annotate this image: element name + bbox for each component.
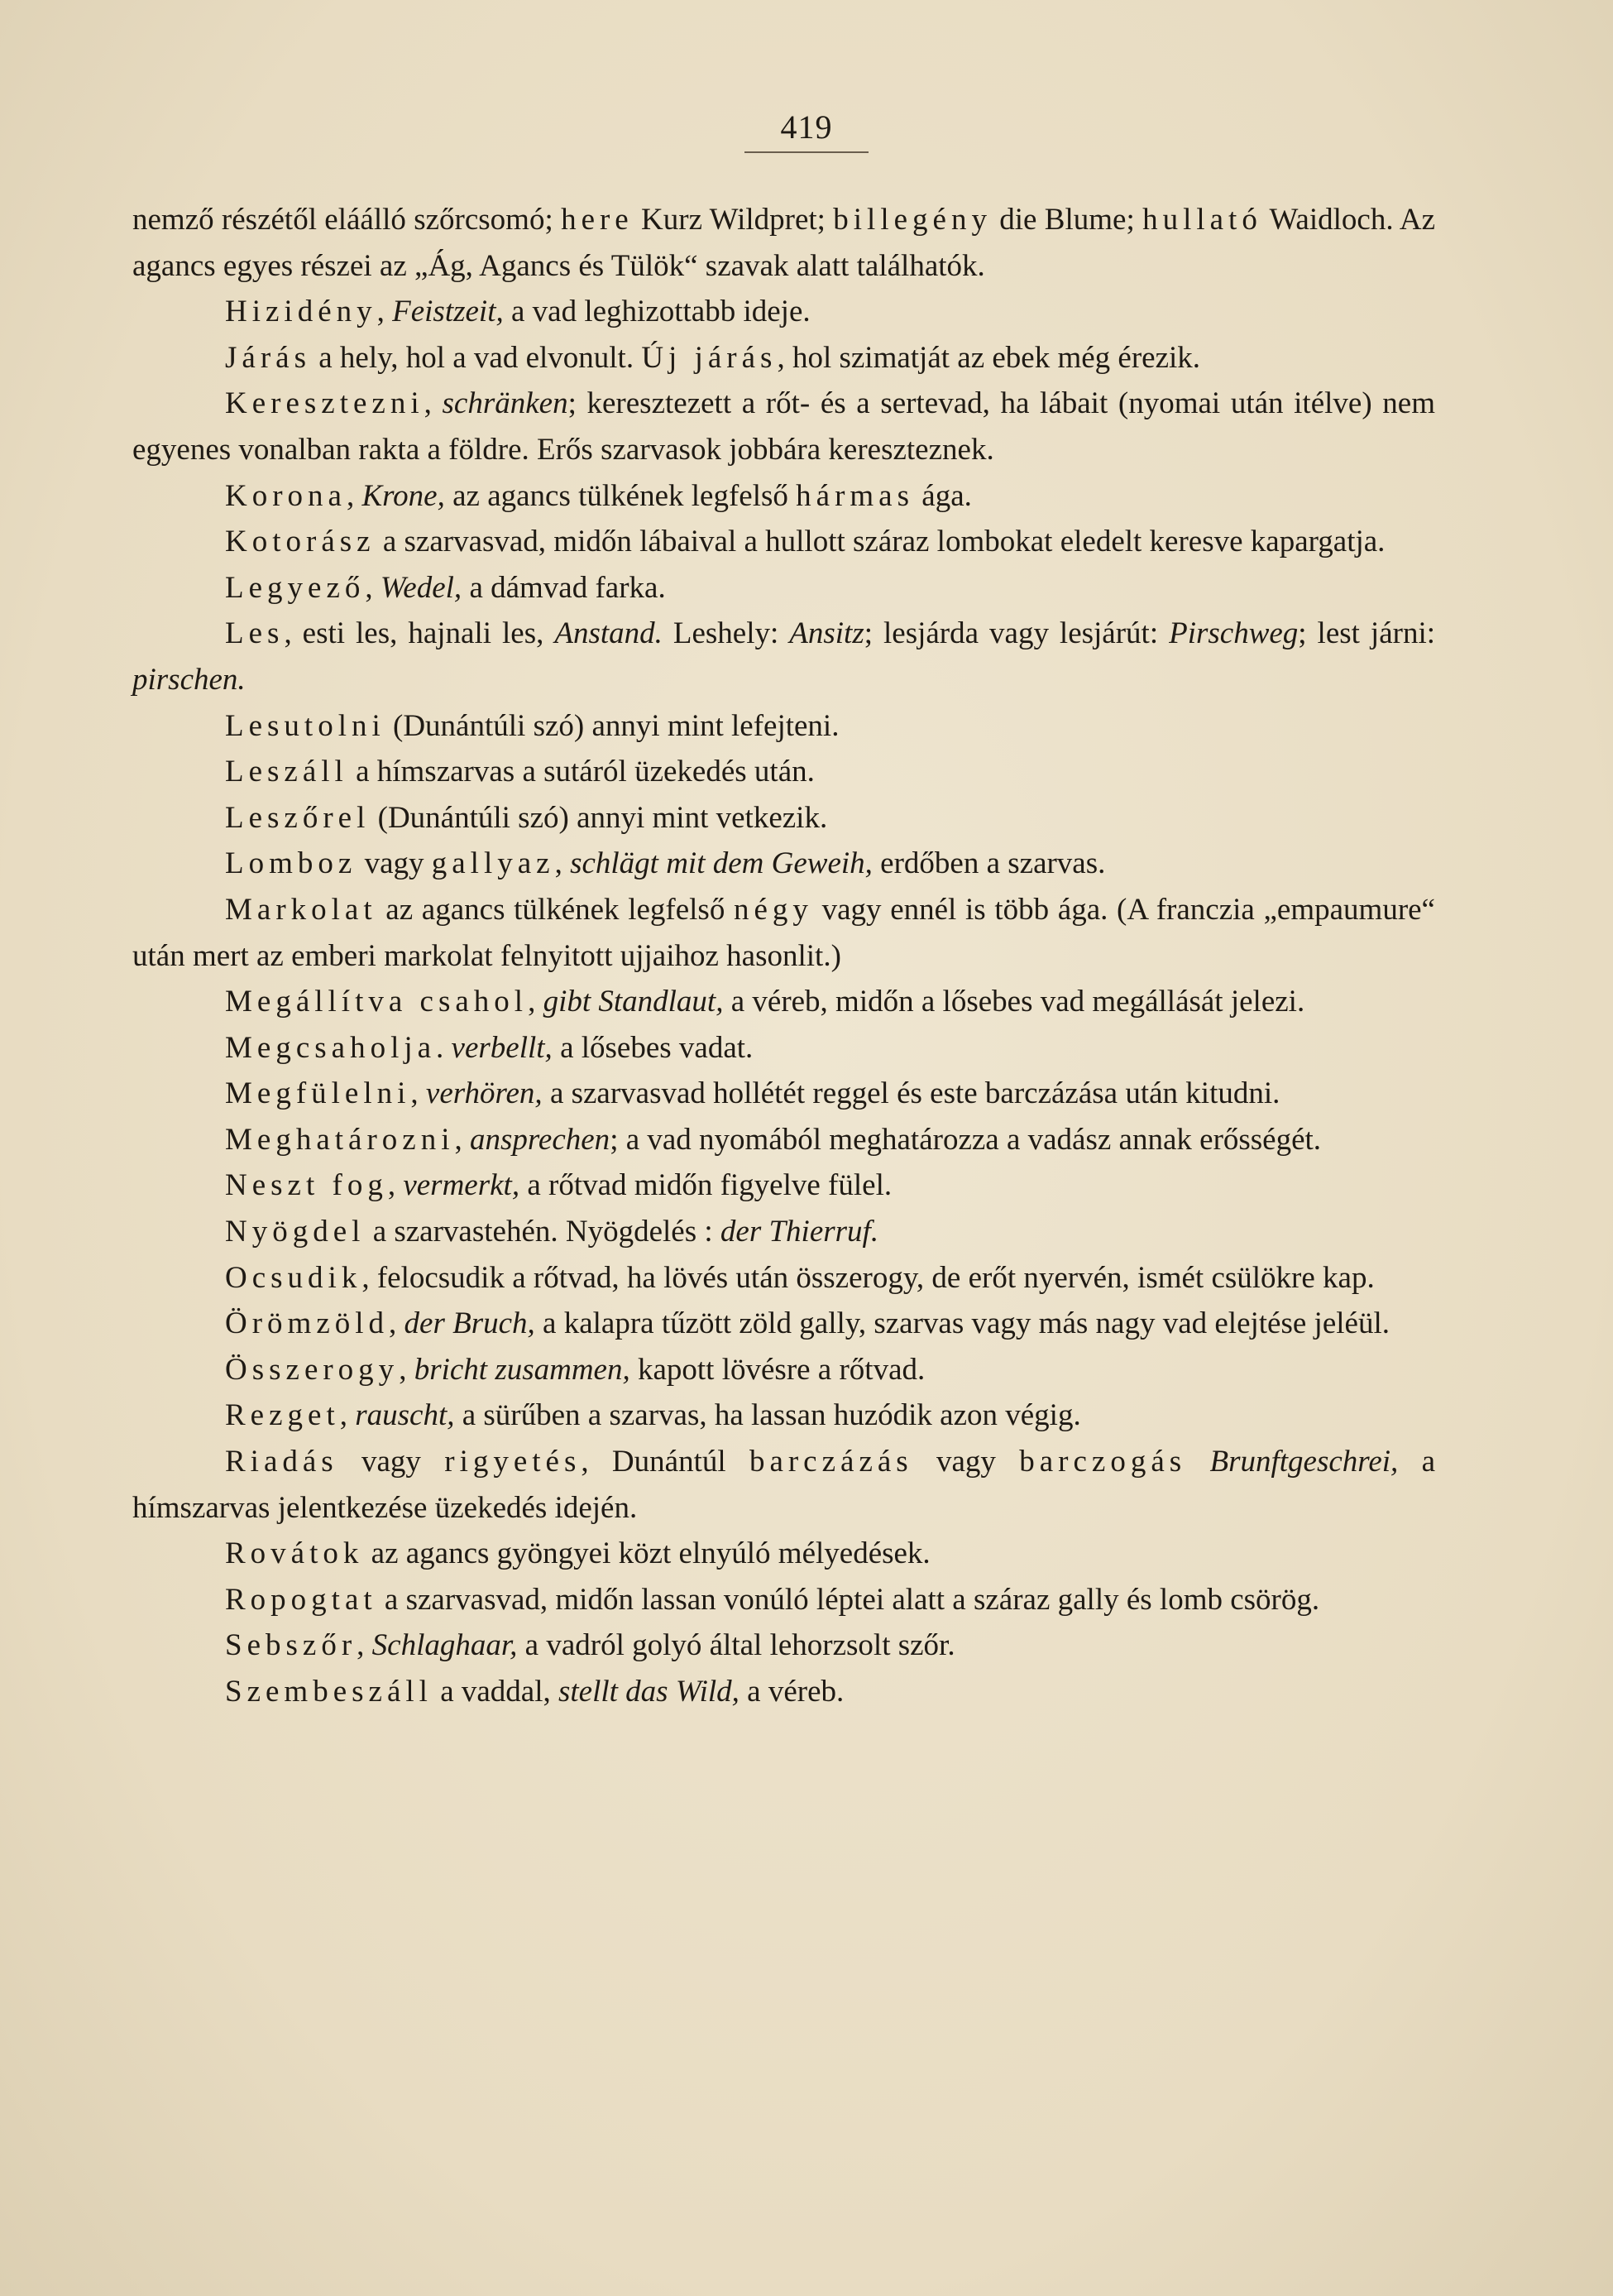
entry-text: die Blume; [991, 203, 1143, 237]
glossary-entry [132, 749, 1435, 795]
entry-text: , felocsudik a rőtvad, ha lövés után összerogy, de erőt nyervén, ismét csülökre kap. [361, 1260, 1375, 1295]
entry-term: Sebszőr [225, 1628, 357, 1663]
entry-text: , [410, 1076, 426, 1111]
entry-german-term: der Bruch, [404, 1306, 535, 1341]
glossary-entry [132, 1577, 1435, 1623]
entry-text: ; lest járni: [1298, 616, 1435, 651]
entry-text: a hímszarvas jelentkezése üzekedés idején. [132, 1445, 1435, 1525]
entry-german-term: Pirschweg [1169, 616, 1299, 651]
entry-text: a kalapra tűzött zöld gally, szarvas vagy más nagy vad elejtése jeléül. [534, 1306, 1390, 1341]
glossary-entry [132, 1669, 1435, 1715]
entry-term: Legyező [225, 570, 366, 605]
entry-german-term: Schlaghaar, [371, 1628, 518, 1663]
entry-term: Meghatározni [225, 1122, 455, 1157]
entry-text: az agancs gyöngyei közt elnyúló mélyedések. [363, 1536, 931, 1571]
entry-german-term: gibt Standlaut, [543, 985, 724, 1019]
entry-text: , esti les, hajnali les, [284, 616, 555, 651]
entry-term: Korona [225, 478, 347, 513]
entry-text: a véreb, midőn a lősebes vad megállását jelezi. [723, 985, 1305, 1019]
entry-text: a véreb. [739, 1675, 845, 1709]
entry-german-term: verhören, [425, 1076, 543, 1111]
glossary-entry [132, 703, 1435, 750]
glossary-entry [132, 979, 1435, 1025]
entry-text: nemző részétől eláálló szőrcsomó; [132, 203, 562, 237]
entry-german-term: Brunftgeschrei, [1209, 1445, 1399, 1479]
glossary-entry [132, 1255, 1435, 1301]
entry-term: Járás [225, 340, 311, 375]
entry-term: Megállítva csahol [225, 985, 529, 1019]
entry-text: Leshely: [662, 616, 790, 651]
entry-text: Waidloch. Az agancs egyes részei az „Ág, Agancs és Tülök“ szavak alatt találhatók. [132, 203, 1435, 283]
entry-text: a lősebes vadat. [552, 1030, 754, 1065]
glossary-entry [132, 289, 1435, 335]
entry-term: rigyetés [444, 1445, 582, 1479]
glossary-entry [132, 1025, 1435, 1071]
glossary-text [132, 197, 1435, 1715]
entry-term: barczázás [749, 1445, 913, 1479]
entry-term: Rovátok [225, 1536, 364, 1571]
glossary-entry [132, 887, 1435, 979]
entry-term: Örömzöld [225, 1306, 390, 1341]
entry-text: , hol szimatját az ebek még érezik. [777, 340, 1201, 375]
entry-text: (Dunántúli szó) annyi mint vetkezik. [370, 800, 828, 835]
glossary-entry [132, 611, 1435, 702]
entry-text: a szarvastehén. Nyögdelés : [365, 1215, 720, 1249]
entry-term: Összerogy [225, 1352, 400, 1387]
entry-german-term: ansprechen [469, 1122, 610, 1157]
entry-text: kapott lövésre a rőtvad. [629, 1352, 926, 1387]
entry-term: Leszáll [225, 755, 348, 789]
entry-term: Hizidény [225, 295, 377, 329]
entry-text: Kurz Wildpret; [633, 203, 834, 237]
entry-german-term: der Thierruf. [720, 1215, 879, 1249]
entry-term: Markolat [225, 892, 377, 927]
entry-german-term: Wedel, [380, 570, 462, 605]
entry-german-term: Anstand. [554, 616, 663, 651]
glossary-entry [132, 1392, 1435, 1439]
entry-text: ; keresztezett a rőt- és a sertevad, ha lábait (nyomai után itélve) nem egyenes vonalban rakta a földre. Erős szarvasok jobbára kereszteznek. [132, 386, 1435, 467]
entry-term: hármas [796, 478, 915, 513]
entry-text: , [376, 295, 393, 329]
entry-text: a szarvasvad, midőn lábaival a hullott száraz lombokat eledelt keresve kapargatja. [375, 525, 1386, 559]
entry-term: here [561, 203, 634, 237]
glossary-entry [132, 1301, 1435, 1347]
entry-term: Ocsudik [225, 1260, 362, 1295]
glossary-entry [132, 1623, 1435, 1669]
entry-german-term: vermerkt, [403, 1168, 520, 1203]
entry-german-term: schlägt mit dem Geweih, [570, 846, 873, 881]
entry-text: a szarvasvad hollétét reggel és este barczázása után kitudni. [542, 1076, 1280, 1111]
entry-text: a vadról golyó által lehorzsolt szőr. [517, 1628, 955, 1663]
entry-german-term: stellt das Wild, [558, 1675, 739, 1709]
entry-german-term: bricht zusammen, [414, 1352, 630, 1387]
entry-term: barczogás [1019, 1445, 1187, 1479]
glossary-entry [132, 841, 1435, 887]
entry-text: , [554, 846, 571, 881]
entry-text: ága. [914, 478, 972, 513]
entry-text: a vaddal, [432, 1675, 558, 1709]
entry-term: négy [734, 892, 813, 927]
entry-text: vagy [357, 846, 432, 881]
entry-german-term: Feistzeit, [392, 295, 504, 329]
entry-text: , [357, 1628, 372, 1663]
entry-text: . [436, 1030, 452, 1065]
entry-term: Les [225, 616, 285, 651]
glossary-entry [132, 197, 1435, 289]
entry-text: , [339, 1398, 356, 1433]
entry-term: hullató [1142, 203, 1262, 237]
entry-text: , Dunántúl [581, 1445, 749, 1479]
entry-text: , [424, 386, 443, 421]
entry-german-term: Krone, [361, 478, 445, 513]
entry-term: billegény [833, 203, 992, 237]
entry-text: vagy [912, 1445, 1020, 1479]
glossary-entry [132, 795, 1435, 841]
entry-term: Lomboz [225, 846, 357, 881]
entry-term: Leszőrel [225, 800, 371, 835]
entry-term: Kotorász [225, 525, 376, 559]
entry-term: Ropogtat [225, 1582, 377, 1617]
glossary-entry [132, 1347, 1435, 1393]
page-number [0, 108, 1613, 153]
glossary-entry [132, 565, 1435, 611]
page-number-text: 419 [780, 108, 833, 146]
entry-text [1186, 1445, 1209, 1479]
entry-text: a szarvasvad, midőn lassan vonúló léptei alatt a száraz gally és lomb csörög. [376, 1582, 1320, 1617]
entry-term: Keresztezni [225, 386, 424, 421]
entry-text: , [399, 1352, 414, 1387]
entry-german-term: verbellt, [451, 1030, 553, 1065]
entry-text: a hímszarvas a sutáról üzekedés után. [347, 755, 815, 789]
entry-term: Rezget [225, 1398, 340, 1433]
glossary-entry [132, 381, 1435, 472]
glossary-entry [132, 473, 1435, 520]
entry-german-term: Ansitz [789, 616, 864, 651]
entry-text: ; lesjárda vagy lesjárút: [864, 616, 1170, 651]
entry-text: erdőben a szarvas. [872, 846, 1106, 881]
entry-text: , [528, 985, 543, 1019]
entry-text: , [389, 1306, 404, 1341]
entry-text: az agancs tülkének legfelső [444, 478, 797, 513]
entry-term: Megcsaholja [225, 1030, 437, 1065]
entry-text: a dámvad farka. [462, 570, 666, 605]
entry-german-term: schränken [442, 386, 568, 421]
entry-term: Szembeszáll [225, 1675, 433, 1709]
glossary-entry [132, 1071, 1435, 1117]
entry-text: a vad leghizottabb ideje. [503, 295, 811, 329]
glossary-entry [132, 1209, 1435, 1255]
entry-term: Neszt fog [225, 1168, 388, 1203]
entry-term: Megfülelni [225, 1076, 411, 1111]
glossary-entry [132, 335, 1435, 381]
entry-text: a sürűben a szarvas, ha lassan huzódik azon végig. [454, 1398, 1081, 1433]
entry-text: (Dunántúli szó) annyi mint lefejteni. [385, 708, 840, 743]
page-number-rule [744, 151, 869, 153]
entry-text: , [365, 570, 381, 605]
glossary-entry [132, 1117, 1435, 1163]
glossary-entry [132, 1531, 1435, 1577]
glossary-entry [132, 519, 1435, 565]
entry-term: Riadás [225, 1445, 338, 1479]
entry-term: Új járás [641, 340, 778, 375]
entry-term: Nyögdel [225, 1215, 366, 1249]
entry-text: , [454, 1122, 470, 1157]
entry-text: vagy ennél is több ága. (A franczia „empaumure“ után mert az emberi markolat felnyitott ujjaihoz hasonlit.) [132, 892, 1435, 973]
entry-text: ; a vad nyomából meghatározza a vadász annak erősségét. [610, 1122, 1322, 1157]
entry-text: az agancs tülkének legfelső [376, 892, 734, 927]
glossary-entry [132, 1162, 1435, 1209]
glossary-entry [132, 1439, 1435, 1531]
entry-text: a hely, hol a vad elvonult. [310, 340, 642, 375]
entry-text: , [346, 478, 362, 513]
entry-german-term: rauscht, [355, 1398, 455, 1433]
entry-text: vagy [337, 1445, 445, 1479]
entry-text: a rőtvad midőn figyelve fülel. [519, 1168, 893, 1203]
entry-term: Lesutolni [225, 708, 385, 743]
entry-german-term: pirschen. [132, 662, 246, 697]
entry-term: gallyaz [431, 846, 555, 881]
entry-text: , [387, 1168, 404, 1203]
